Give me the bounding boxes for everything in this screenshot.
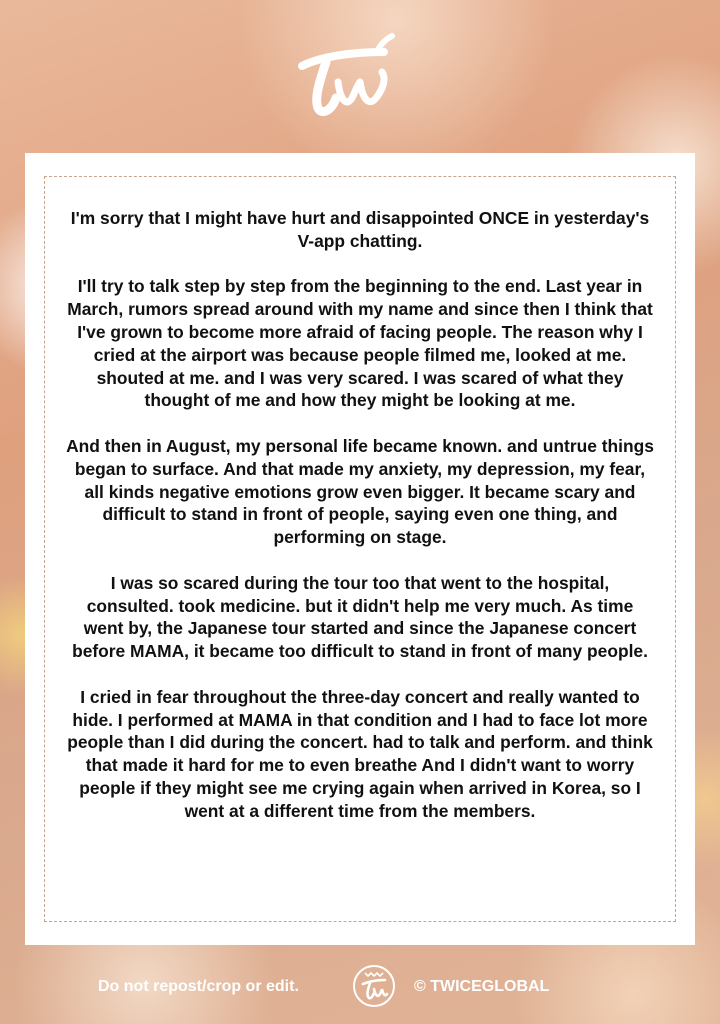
letter-paragraph-1: I'm sorry that I might have hurt and disappointed ONCE in yesterday's V-app chatting. <box>70 208 650 251</box>
dotted-frame <box>44 176 676 922</box>
repost-notice: Do not repost/crop or edit. <box>98 978 299 995</box>
letter-card <box>25 153 695 945</box>
letter-paragraph-5: I cried in fear throughout the three-day concert and really wanted to hide. I performed at MAMA in that condition and I had to face lot more people than I did during the concert. had to talk and perform. and think that made it hard for me to even breathe And I didn't want to worry people if they might see me crying again when arrived in Korea, so I went at a different time from the members. <box>67 686 653 821</box>
twice-logo-icon <box>296 32 396 118</box>
letter-paragraph-3: And then in August, my personal life became known. and untrue things began to surface. And that made my anxiety, my depression, my fear, all kinds negative emotions grow even bigger. It became scary and difficult to stand in front of people, saying even one thing, and performing on stage. <box>66 435 654 548</box>
letter-paragraph-4: I was so scared during the tour too that went to the hospital, consulted. took medicine. but it didn't help me very much. As time went by, the Japanese tour started and since the Japanese concert before MAMA, it became too difficult to stand in front of many people. <box>72 572 648 662</box>
letter-paragraph-2: I'll try to talk step by step from the beginning to the end. Last year in March, rumors spread around with my name and since then I think that I've grown to become more afraid of facing people. The reason why I cried at the airport was because people filmed me, looked at me. shouted at me. and I was very scared. I was scared of what they thought of me and how they might be looking at me. <box>67 276 653 411</box>
copyright-credit: © TWICEGLOBAL <box>414 978 550 995</box>
footer <box>0 962 720 1010</box>
letter-body <box>65 207 655 845</box>
twice-badge-icon <box>352 964 396 1008</box>
